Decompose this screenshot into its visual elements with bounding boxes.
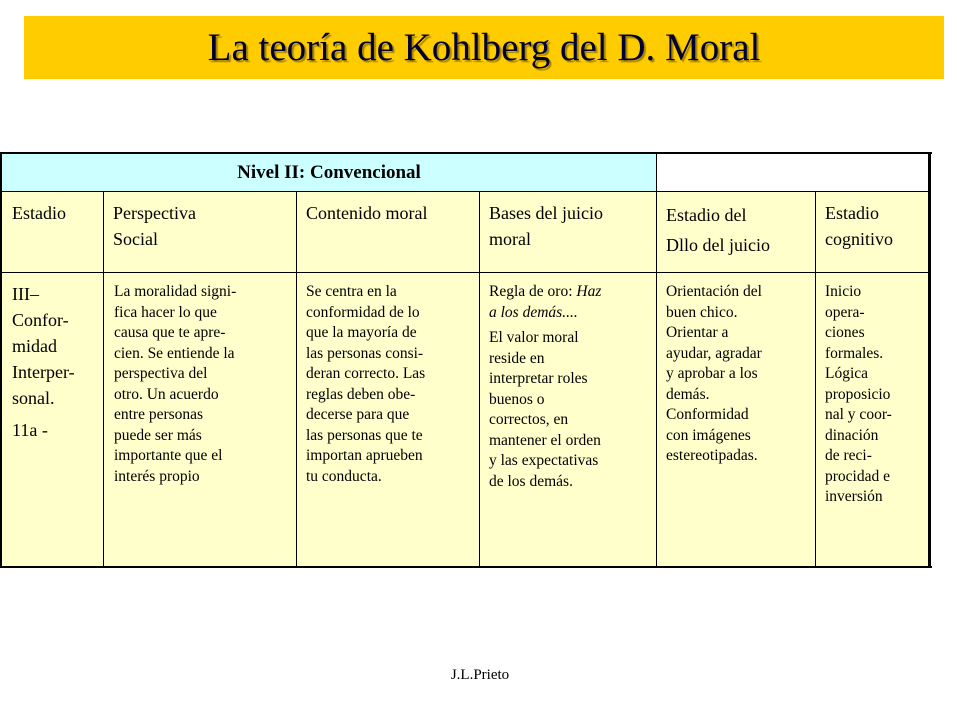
cell-line: Conformidad [666, 406, 749, 423]
contenido-cell [306, 282, 478, 487]
column-divider [103, 191, 104, 566]
table-divider [2, 191, 928, 192]
header-line: Perspectiva [113, 203, 196, 223]
stage-line: Interper- [12, 362, 75, 382]
header-estadio [12, 200, 100, 226]
cell-line: que la mayoría de [306, 324, 417, 341]
table-border-bottom [0, 566, 932, 568]
cell-line: La moralidad signi- [114, 283, 237, 300]
cell-line: fica hacer lo que [114, 303, 217, 321]
cell-line: ciones [825, 324, 865, 341]
golden-rule-italic: Haz [576, 283, 602, 300]
cell-line: mantener el orden [489, 431, 601, 449]
level-row [2, 154, 656, 191]
column-divider [656, 154, 657, 191]
header-line: Estadio [825, 203, 879, 223]
cell-line: buen chico. [666, 303, 738, 321]
header-dllo [666, 200, 812, 260]
stage-line: sonal. [12, 388, 55, 408]
cell-line: Se centra en la [306, 283, 397, 300]
header-line: Dllo del juicio [666, 235, 770, 255]
cell-line: dinación [825, 426, 879, 444]
golden-rule-cont [489, 303, 655, 324]
cell-line: de reci- [825, 447, 872, 464]
header-contenido [306, 200, 476, 226]
cell-line: con imágenes [666, 426, 751, 444]
level-title: Nivel II: Convencional [237, 162, 421, 183]
header-line: Estadio [12, 203, 66, 223]
cell-line: las personas consi- [306, 344, 424, 362]
golden-rule [489, 282, 655, 303]
cell-line: El valor moral [489, 329, 579, 346]
cell-line: otro. Un acuerdo [114, 385, 219, 403]
cell-line: importante que el [114, 447, 223, 464]
cell-line: opera- [825, 303, 865, 321]
cell-line: inversión [825, 488, 883, 505]
table-border-top [0, 152, 932, 154]
header-line: Bases del juicio [489, 203, 603, 223]
column-divider [479, 191, 480, 566]
cell-line: demás. [666, 385, 710, 403]
cell-line: perspectiva del [114, 365, 208, 382]
cell-line: proposicio [825, 385, 891, 403]
cell-line: reside en [489, 349, 545, 367]
cell-line: causa que te apre- [114, 324, 226, 341]
footer-author: J.L.Prieto [450, 667, 510, 683]
slide-title: La teoría de Kohlberg del D. Moral [207, 26, 761, 69]
perspectiva-cell [114, 282, 294, 487]
cell-line: procidad e [825, 467, 890, 485]
header-line: Estadio del [666, 205, 747, 225]
cell-line: cien. Se entiende la [114, 344, 235, 362]
cell-line: nal y coor- [825, 406, 892, 423]
cell-line: ayudar, agradar [666, 344, 762, 362]
cell-line: deran correcto. Las [306, 365, 426, 382]
cell-line: y las expectativas [489, 452, 599, 469]
level-row-blank [656, 154, 928, 191]
cell-line: y aprobar a los [666, 365, 758, 382]
header-bases [489, 200, 653, 252]
cell-line: de los demás. [489, 472, 573, 490]
cell-line: Lógica [825, 365, 869, 382]
table-border-left [0, 152, 2, 568]
cell-line: entre personas [114, 406, 204, 423]
cell-line: decerse para que [306, 406, 410, 423]
title-banner [24, 16, 944, 79]
cell-line: tu conducta. [306, 467, 382, 485]
header-line: moral [489, 229, 531, 249]
dllo-cell [666, 282, 814, 467]
cell-line: puede ser más [114, 426, 202, 444]
cell-line: Orientar a [666, 324, 729, 341]
stage-cell [12, 281, 102, 443]
cell-line: formales. [825, 344, 884, 362]
table-divider [2, 272, 928, 273]
golden-rule-label: Regla de oro: [489, 283, 577, 300]
header-line: cognitivo [825, 229, 893, 249]
cell-line: Inicio [825, 283, 862, 300]
header-line: Contenido moral [306, 203, 428, 223]
header-line: Social [113, 229, 158, 249]
cell-line: reglas deben obe- [306, 385, 416, 403]
cell-line: interés propio [114, 467, 200, 485]
column-divider [656, 191, 657, 566]
stage-line: midad [12, 336, 57, 356]
cell-line: correctos, en [489, 411, 569, 428]
column-divider [815, 191, 816, 566]
stage-line: III– [12, 284, 39, 304]
cell-line: las personas que te [306, 426, 423, 444]
stage-line: Confor- [12, 310, 69, 330]
column-divider [296, 191, 297, 566]
header-cognitivo [825, 200, 927, 252]
cell-line: conformidad de lo [306, 303, 420, 321]
kohlberg-table [0, 152, 932, 568]
header-perspectiva [113, 200, 293, 252]
cell-line: interpretar roles [489, 370, 588, 387]
cell-line: importan aprueben [306, 447, 423, 464]
stage-code: 11a - [12, 420, 48, 440]
cell-line: estereotipadas. [666, 447, 758, 464]
bases-cell [489, 282, 655, 492]
cognitivo-cell [825, 282, 929, 508]
golden-rule-italic: a los demás.... [489, 303, 578, 321]
cell-line: Orientación del [666, 283, 762, 300]
cell-line: buenos o [489, 390, 545, 408]
